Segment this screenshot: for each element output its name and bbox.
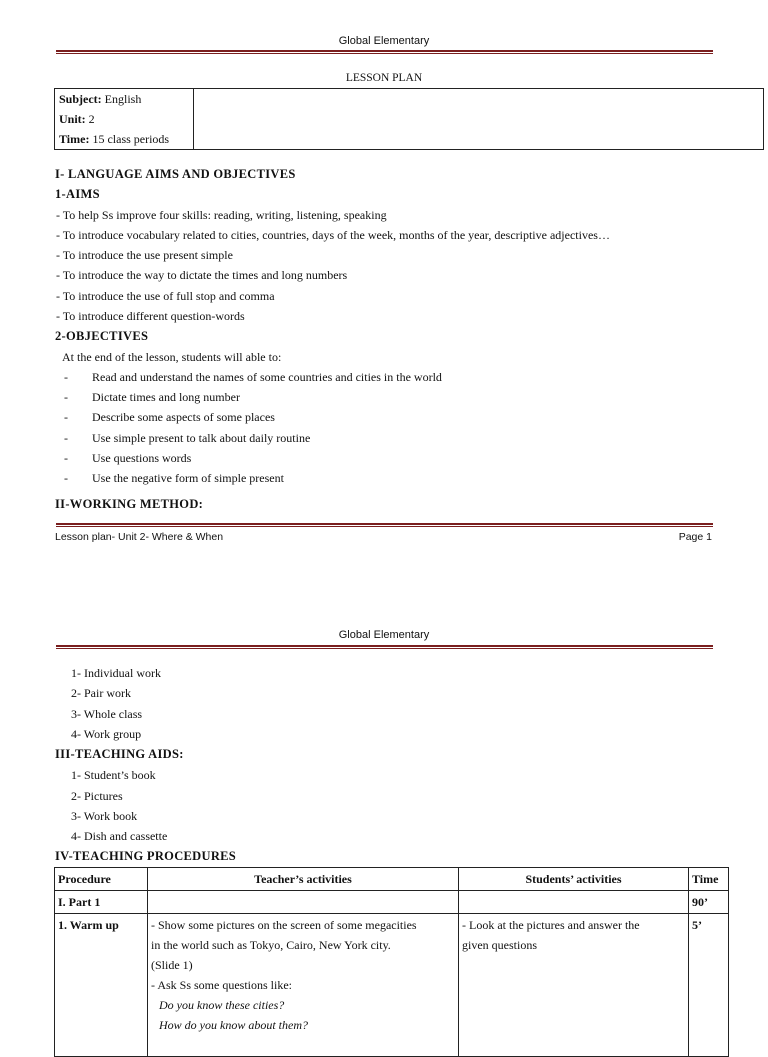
student-line: given questions xyxy=(462,938,537,952)
page-header: Global Elementary xyxy=(338,629,430,641)
aim-item: - To introduce the use of full stop and comma xyxy=(56,289,275,303)
teacher-activities-cell xyxy=(148,914,459,1057)
subject-value: English xyxy=(101,92,142,106)
teacher-line: (Slide 1) xyxy=(151,958,193,972)
header-rule xyxy=(56,645,713,649)
method-item: 1- Individual work xyxy=(71,666,161,680)
objective-item: - Use questions words xyxy=(64,451,192,465)
col-header-teacher: Teacher’s activities xyxy=(148,868,459,891)
page-header: Global Elementary xyxy=(338,35,430,47)
procedures-table xyxy=(54,867,729,1057)
col-header-time: Time xyxy=(689,868,729,891)
aid-item: 2- Pictures xyxy=(71,789,123,803)
unit-label: Unit: xyxy=(59,112,86,126)
aim-item: - To introduce vocabulary related to cities, countries, days of the week, months of the year, descriptive adjectives… xyxy=(56,228,610,242)
objective-text: Read and understand the names of some countries and cities in the world xyxy=(92,370,442,384)
info-empty-cell xyxy=(194,89,764,150)
lesson-info-table xyxy=(54,88,764,150)
table-cell xyxy=(459,891,689,914)
table-header-row xyxy=(55,868,729,891)
student-activities-cell xyxy=(459,914,689,1057)
objective-text: Use the negative form of simple present xyxy=(92,471,284,485)
table-row xyxy=(55,914,729,1057)
aim-item: - To introduce the use present simple xyxy=(56,248,233,262)
unit-value: 2 xyxy=(85,112,95,126)
method-item: 2- Pair work xyxy=(71,686,131,700)
table-cell xyxy=(148,891,459,914)
document-title: LESSON PLAN xyxy=(345,72,423,84)
aid-item: 1- Student’s book xyxy=(71,768,156,782)
objectives-intro: At the end of the lesson, students will able to: xyxy=(62,350,282,364)
objective-text: Use questions words xyxy=(92,451,192,465)
objectives-title: 2-OBJECTIVES xyxy=(55,329,149,343)
aim-item: - To introduce the way to dictate the times and long numbers xyxy=(56,268,348,282)
unit-row xyxy=(59,109,189,129)
objective-item: - Use simple present to talk about daily routine xyxy=(64,431,311,445)
section-language-aims: I- LANGUAGE AIMS AND OBJECTIVES xyxy=(55,167,296,181)
method-item: 4- Work group xyxy=(71,727,142,741)
aims-title: 1-AIMS xyxy=(55,187,100,201)
teacher-question: How do you know about them? xyxy=(159,1018,308,1032)
aim-item: - To introduce different question-words xyxy=(56,309,245,323)
section-teaching-aids: III-TEACHING AIDS: xyxy=(55,747,184,761)
subject-label: Subject: xyxy=(59,92,102,106)
time-row xyxy=(59,129,189,149)
col-header-students: Students’ activities xyxy=(459,868,689,891)
objective-item: - Use the negative form of simple present xyxy=(64,471,284,485)
teacher-line: in the world such as Tokyo, Cairo, New York city. xyxy=(151,938,391,952)
objective-text: Use simple present to talk about daily routine xyxy=(92,431,311,445)
teacher-question: Do you know these cities? xyxy=(159,998,285,1012)
objective-item: - Dictate times and long number xyxy=(64,390,240,404)
objective-text: Dictate times and long number xyxy=(92,390,240,404)
objective-item: - Read and understand the names of some countries and cities in the world xyxy=(64,370,442,384)
page-footer-left: Lesson plan- Unit 2- Where & When xyxy=(55,531,224,543)
aid-item: 4- Dish and cassette xyxy=(71,829,168,843)
objective-item: - Describe some aspects of some places xyxy=(64,410,275,424)
student-line: - Look at the pictures and answer the xyxy=(462,918,640,932)
objective-text: Describe some aspects of some places xyxy=(92,410,275,424)
subject-row xyxy=(59,89,189,109)
teacher-line: - Show some pictures on the screen of some megacities xyxy=(151,918,417,932)
time-value: 15 class periods xyxy=(89,132,170,146)
header-rule xyxy=(56,50,713,54)
method-item: 3- Whole class xyxy=(71,707,143,721)
page-number: Page 1 xyxy=(678,531,712,543)
part-time: 90’ xyxy=(689,891,729,914)
time-label: Time: xyxy=(59,132,90,146)
teacher-line: - Ask Ss some questions like: xyxy=(151,978,293,992)
col-header-procedure: Procedure xyxy=(55,868,148,891)
aid-item: 3- Work book xyxy=(71,809,138,823)
warmup-label: 1. Warm up xyxy=(55,914,148,1057)
aim-item: - To help Ss improve four skills: reading, writing, listening, speaking xyxy=(56,208,387,222)
part-label: I. Part 1 xyxy=(55,891,148,914)
table-row xyxy=(55,891,729,914)
footer-rule xyxy=(56,523,713,527)
warmup-time: 5’ xyxy=(689,914,729,1057)
section-teaching-procedures: IV-TEACHING PROCEDURES xyxy=(55,849,237,863)
section-working-method: II-WORKING METHOD: xyxy=(55,497,204,511)
